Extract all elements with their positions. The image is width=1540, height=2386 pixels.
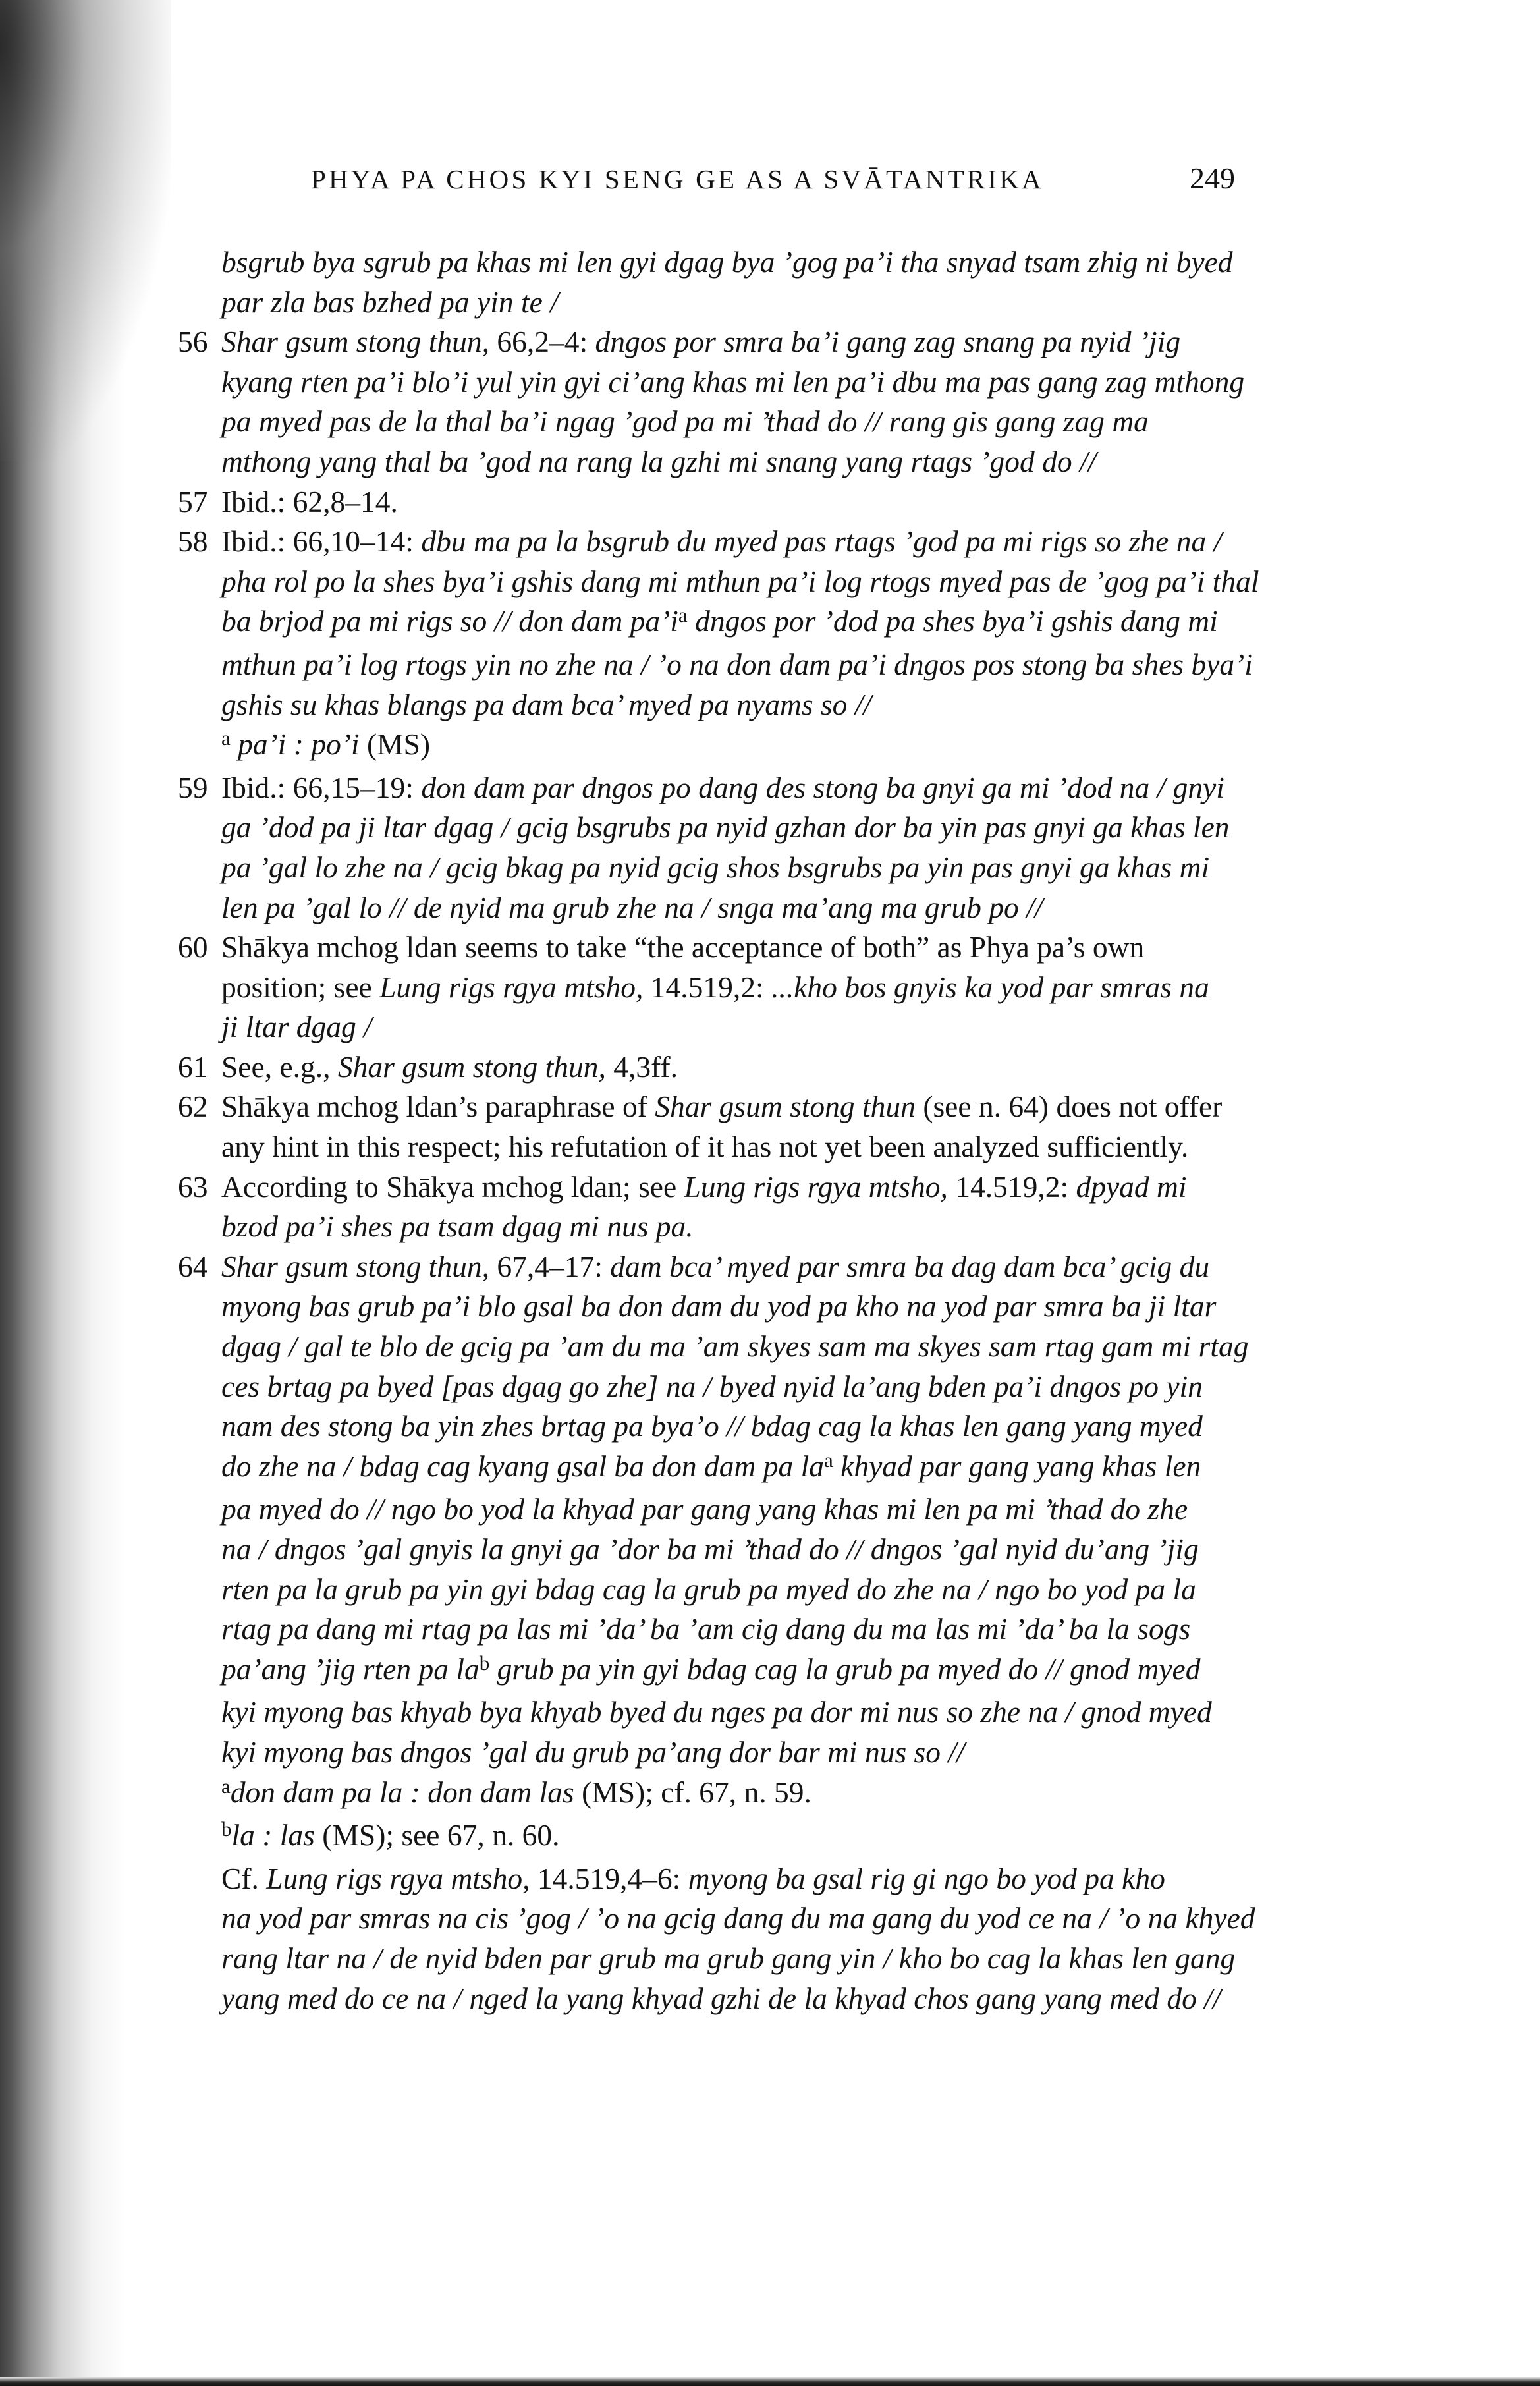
text-segment: ] na / byed nyid la’ang bden pa’i dngos po yin [646, 1369, 1203, 1403]
citation: 14.519,2: [947, 1169, 1076, 1204]
closing-paragraph [178, 1859, 1298, 1899]
footnote-number: 59 [178, 770, 208, 804]
text-line: pa myed pas de la thal ba’i ngag ’god pa mi ’thad do // rang gis gang zag ma [221, 404, 1149, 439]
quotation: myong ba gsal rig gi ngo bo yod pa kho [688, 1861, 1165, 1895]
quotation: dpyad mi [1076, 1169, 1187, 1204]
quotation: rang ltar na / de nyid bden par grub ma grub gang yin / kho bo cag la khas len gang [221, 1941, 1236, 1975]
text-line: dbu ma pa la bsgrub du myed pas rtags ’god pa mi rigs so zhe na / [421, 524, 1223, 559]
page-number: 249 [1190, 161, 1235, 195]
footnote-60 [178, 928, 1298, 1047]
text-segment: (see n. 64) does not offer [915, 1090, 1223, 1124]
footnote-number: 58 [178, 524, 208, 559]
quotation: yang med do ce na / nged la yang khyad gzhi de la khyad chos gang yang med do // [221, 1981, 1221, 2015]
text-segment: do zhe na / bdag cag kyang gsal ba don dam pa la [221, 1449, 824, 1483]
text-line: myong bas grub pa’i blo gsal ba don dam du yod pa kho na yod par smra ba ji ltar [221, 1289, 1217, 1323]
footnote-63 [178, 1167, 1298, 1247]
text-line: kyi myong bas khyab bya khyab byed du nges pa dor mi nus so zhe na / gnod myed [221, 1695, 1212, 1729]
footnote-58 [178, 522, 1298, 768]
text-line: pha rol po la shes bya’i gshis dang mi mthun pa’i log rtogs myed pas de ’gog pa’i thal [221, 564, 1259, 598]
footnote-number: 63 [178, 1169, 208, 1204]
text-segment: Shākya mchog ldan’s paraphrase of [221, 1090, 655, 1124]
text-line: kyang rten pa’i blo’i yul yin gyi ci’ang khas mi len pa’i dbu ma pas gang zag mthong [221, 364, 1245, 399]
source-title: Shar gsum stong thun, [221, 1249, 490, 1283]
text-line: ba brjod pa mi rigs so // don dam pa’i [221, 604, 678, 638]
quotation: ...kho bos gnyis ka yod par smras na [771, 970, 1209, 1004]
text-segment: ces brtag pa byed [ [221, 1369, 453, 1403]
text-segment: See, e.g., [221, 1049, 338, 1084]
footnote-number: 57 [178, 484, 208, 518]
citation: Ibid.: 66,10–14: [221, 524, 422, 559]
text-line: mthun pa’i log rtogs yin no zhe na / ’o na don dam pa’i dngos pos stong ba shes bya’i [221, 647, 1253, 681]
text-line: dngos por smra ba’i gang zag snang pa nyid ’jig [595, 325, 1181, 359]
text-segment: pa’ang ’jig rten pa la [221, 1651, 480, 1686]
text-line: rtag pa dang mi rtag pa las mi ’da’ ba ’am cig dang du ma las mi ’da’ ba la sogs [221, 1612, 1191, 1646]
footnote-57 [178, 482, 1298, 522]
note-mark-a: a [678, 603, 688, 627]
footnote-number: 64 [178, 1249, 208, 1283]
text-line: ga ’dod pa ji ltar dgag / gcig bsgrubs pa nyid gzhan dor ba yin pas gnyi ga khas len [221, 810, 1230, 845]
quotation: bzod pa’i shes pa tsam dgag mi nus pa. [221, 1209, 694, 1244]
text-line: par zla bas bzhed pa yin te / [221, 285, 559, 319]
text-line: mthong yang thal ba ’god na rang la gzhi mi snang yang rtags ’god do // [221, 444, 1097, 478]
variant-note [221, 725, 1298, 768]
source-title: Shar gsum stong thun, [337, 1049, 606, 1084]
text-line: dam bca’ myed par smra ba dag dam bca’ gcig du [610, 1249, 1210, 1283]
footnote-number: 61 [178, 1049, 208, 1084]
variant-reading: la : las [231, 1818, 315, 1852]
variant-source: (MS); cf. 67, n. 59. [574, 1775, 811, 1809]
text-segment: position; see [221, 970, 380, 1004]
variant-reading: pa’i : po’i [238, 727, 360, 762]
variant-reading: don dam pa la : don dam las [230, 1775, 574, 1809]
source-title: Lung rigs rgya mtsho, [379, 970, 644, 1004]
variant-mark: a [221, 727, 231, 750]
text-line: pa ’gal lo zhe na / gcig bkag pa nyid gcig shos bsgrubs pa yin pas gnyi ga khas mi [221, 850, 1210, 884]
footnote-number: 62 [178, 1090, 208, 1124]
variant-note-a [221, 1773, 1298, 1816]
text-segment: khyad par gang yang khas len [833, 1449, 1201, 1483]
citation: 14.519,2: [643, 970, 772, 1004]
citation: 66,2–4: [489, 325, 595, 359]
continued-note [178, 242, 1298, 322]
text-line: pa myed do // ngo bo yod la khyad par gang yang khas mi len pa mi ’thad do zhe [221, 1492, 1188, 1526]
citation: 67,4–17: [489, 1249, 611, 1283]
footnote-64 [178, 1247, 1298, 1859]
text-line: len pa ’gal lo // de nyid ma grub zhe na / snga ma’ang ma grub po // [221, 890, 1043, 924]
quotation: ji ltar dgag / [221, 1010, 372, 1044]
footnote-61 [178, 1047, 1298, 1088]
text-segment: According to Shākya mchog ldan; see [221, 1169, 684, 1204]
footnote-number: 56 [178, 325, 208, 359]
citation: 4,3ff. [605, 1049, 678, 1084]
text-line: don dam par dngos po dang des stong ba gnyi ga mi ’dod na / gnyi [421, 770, 1224, 804]
variant-note-b [221, 1816, 1298, 1859]
closing-paragraph-cont [178, 1899, 1298, 2018]
footnotes-body [178, 242, 1298, 2018]
footnote-62 [178, 1087, 1298, 1167]
page-header [0, 155, 1540, 202]
text-line: rten pa la grub pa yin gyi bdag cag la grub pa myed do zhe na / ngo bo yod pa la [221, 1572, 1196, 1606]
text-line: nam des stong ba yin zhes brtag pa bya’o // bdag cag la khas len gang yang myed [221, 1409, 1203, 1443]
citation: Ibid.: 66,15–19: [221, 770, 422, 804]
variant-mark: b [221, 1817, 232, 1841]
source-title: Lung rigs rgya mtsho, [266, 1861, 530, 1895]
footnote-59 [178, 768, 1298, 928]
text-segment: Cf. [221, 1861, 267, 1895]
citation: 14.519,4–6: [530, 1861, 688, 1895]
text-line: kyi myong bas dngos ’gal du grub pa’ang dor bar mi nus so // [221, 1734, 965, 1769]
variant-source: (MS); see 67, n. 60. [314, 1818, 560, 1852]
text-line: dngos por ’dod pa shes bya’i gshis dang mi [695, 604, 1218, 638]
editorial-insertion: pas dgag go zhe [453, 1369, 647, 1403]
quotation: na yod par smras na cis ’gog / ’o na gcig dang du ma gang du yod ce na / ’o na khyed [221, 1901, 1255, 1935]
variant-source: (MS) [359, 727, 431, 762]
source-title: Lung rigs rgya mtsho, [684, 1169, 948, 1204]
footnote-56 [178, 322, 1298, 482]
footnote-number: 60 [178, 930, 208, 964]
source-title: Shar gsum stong thun, [221, 325, 490, 359]
scan-shadow-corner [0, 0, 171, 461]
text-line: any hint in this respect; his refutation of it has not yet been analyzed sufficiently. [221, 1130, 1189, 1164]
variant-mark: a [221, 1774, 231, 1798]
scan-shadow-bottom [0, 2377, 1540, 2386]
text-line: Ibid.: 62,8–14. [221, 484, 398, 518]
text-segment: grub pa yin gyi bdag cag la grub pa myed do // gnod myed [489, 1651, 1201, 1686]
source-title: Shar gsum stong thun [655, 1090, 916, 1124]
text-line: dgag / gal te blo de gcig pa ’am du ma ’am skyes sam ma skyes sam rtag gam mi rtag [221, 1329, 1249, 1364]
text-line: na / dngos ’gal gnyis la gnyi ga ’dor ba mi ’thad do // dngos ’gal nyid du’ang ’jig [221, 1532, 1199, 1566]
text-line: Shākya mchog ldan seems to take “the acceptance of both” as Phya pa’s own [221, 930, 1145, 964]
note-mark-b: b [479, 1651, 490, 1675]
note-mark-a: a [823, 1448, 833, 1472]
running-title: PHYA PA CHOS KYI SENG GE AS A SVĀTANTRIKA [311, 164, 1044, 194]
text-line: gshis su khas blangs pa dam bca’ myed pa nyams so // [221, 687, 872, 721]
text-line: bsgrub bya sgrub pa khas mi len gyi dgag bya ’gog pa’i tha snyad tsam zhig ni byed [221, 245, 1233, 279]
